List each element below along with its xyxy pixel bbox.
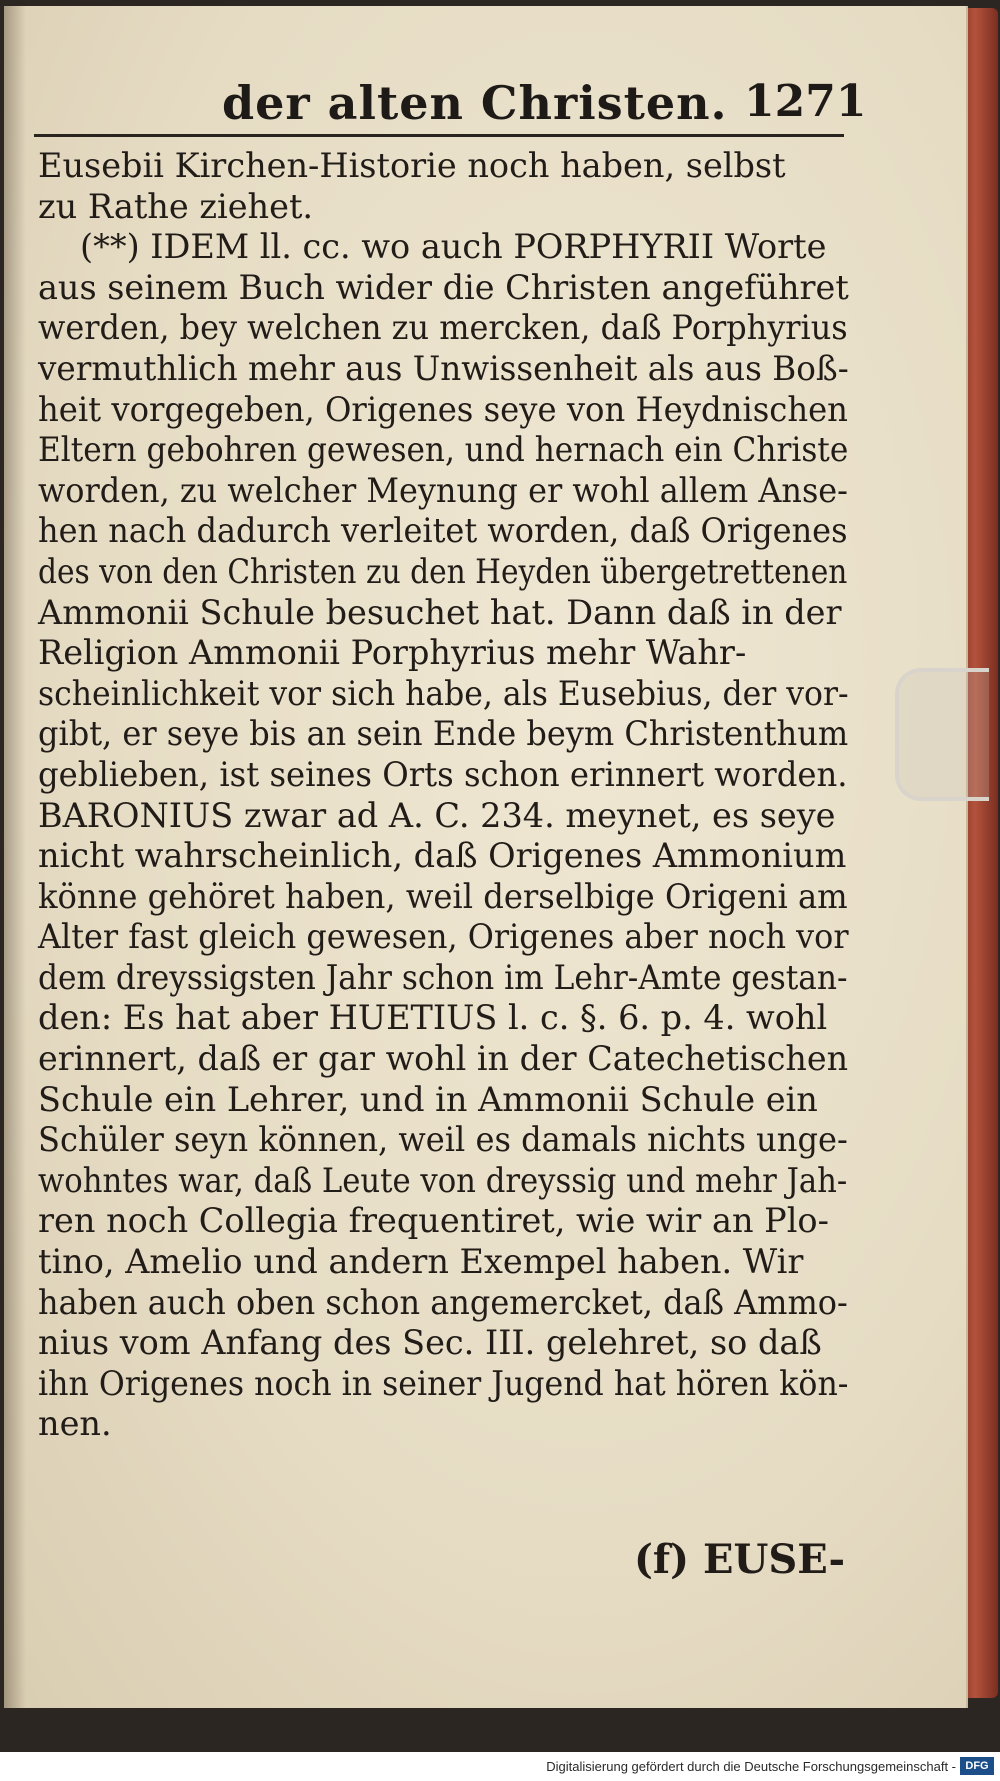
text-line: dem dreyssigsten Jahr schon im Lehr-Amte gestan- xyxy=(38,957,848,997)
text-line: worden, zu welcher Meynung er wohl allem Anse- xyxy=(38,470,848,510)
text-line: Schüler seyn können, weil es damals nichts unge- xyxy=(38,1120,848,1160)
book-page xyxy=(4,6,968,1708)
text-line: Religion Ammonii Porphyrius mehr Wahr- xyxy=(38,633,747,673)
text-line: Schule ein Lehrer, und in Ammonii Schule ein xyxy=(38,1079,818,1119)
body-text xyxy=(38,146,848,1445)
dfg-logo: DFG xyxy=(960,1757,994,1775)
text-line: geblieben, ist seines Orts schon erinnert worden. xyxy=(38,754,848,794)
catchword: (f) EUSE- xyxy=(634,1536,846,1583)
text-line: gibt, er seye bis an sein Ende beym Christenthum xyxy=(38,714,849,754)
text-line: Eusebii Kirchen-Historie noch haben, selbst xyxy=(38,146,786,185)
text-line: haben auch oben schon angemercket, daß Ammo- xyxy=(38,1282,848,1322)
text-line: zu Rathe ziehet. xyxy=(38,186,314,226)
page-header xyxy=(34,68,867,130)
footer-bar xyxy=(0,1752,1000,1781)
text-line: tino, Amelio und andern Exempel haben. Wir xyxy=(38,1242,804,1282)
text-line: nius vom Anfang des Sec. III. gelehret, so daß xyxy=(38,1323,822,1363)
text-line: scheinlichkeit vor sich habe, als Eusebius, der vor- xyxy=(38,673,849,713)
text-line: werden, bey welchen zu mercken, daß Porphyrius xyxy=(38,308,848,348)
text-line: erinnert, daß er gar wohl in der Catechetischen xyxy=(38,1039,849,1079)
text-line: Alter fast gleich gewesen, Origenes aber noch vor xyxy=(38,917,849,957)
text-line: hen nach dadurch verleitet worden, daß Origenes xyxy=(38,511,848,551)
gutter-shadow xyxy=(4,6,26,1708)
text-line: heit vorgegeben, Origenes seye von Heydnischen xyxy=(38,389,848,429)
text-line: (**) IDEM ll. cc. wo auch PORPHYRII Worte xyxy=(80,227,827,267)
text-line: nen. xyxy=(38,1404,112,1444)
book-clip xyxy=(895,668,989,801)
text-line: nicht wahrscheinlich, daß Origenes Ammonium xyxy=(38,836,847,876)
text-line: Eltern gebohren gewesen, und hernach ein Christe xyxy=(38,430,849,470)
text-line: des von den Christen zu den Heyden übergetrettenen xyxy=(38,551,848,591)
text-line: ren noch Collegia frequentiret, wie wir an Plo- xyxy=(38,1201,829,1241)
text-line: aus seinem Buch wider die Christen angeführet xyxy=(38,267,849,307)
text-line: BARONIUS zwar ad A. C. 234. meynet, es seye xyxy=(38,795,836,835)
running-title: der alten Christen. xyxy=(222,76,728,130)
header-rule xyxy=(34,134,844,137)
text-line: vermuthlich mehr aus Unwissenheit als aus Boß- xyxy=(38,348,849,388)
text-line: könne gehöret haben, weil derselbige Origeni am xyxy=(38,876,848,916)
text-line: ihn Origenes noch in seiner Jugend hat hören kön- xyxy=(38,1363,849,1403)
text-line: wohntes war, daß Leute von dreyssig und mehr Jah- xyxy=(38,1160,848,1200)
text-line: den: Es hat aber HUETIUS l. c. §. 6. p. 4. wohl xyxy=(38,998,828,1038)
text-line: Ammonii Schule besuchet hat. Dann daß in der xyxy=(38,592,842,632)
page-number: 1271 xyxy=(744,76,867,127)
funding-credit: Digitalisierung gefördert durch die Deutsche Forschungsgemeinschaft - xyxy=(546,1759,956,1774)
